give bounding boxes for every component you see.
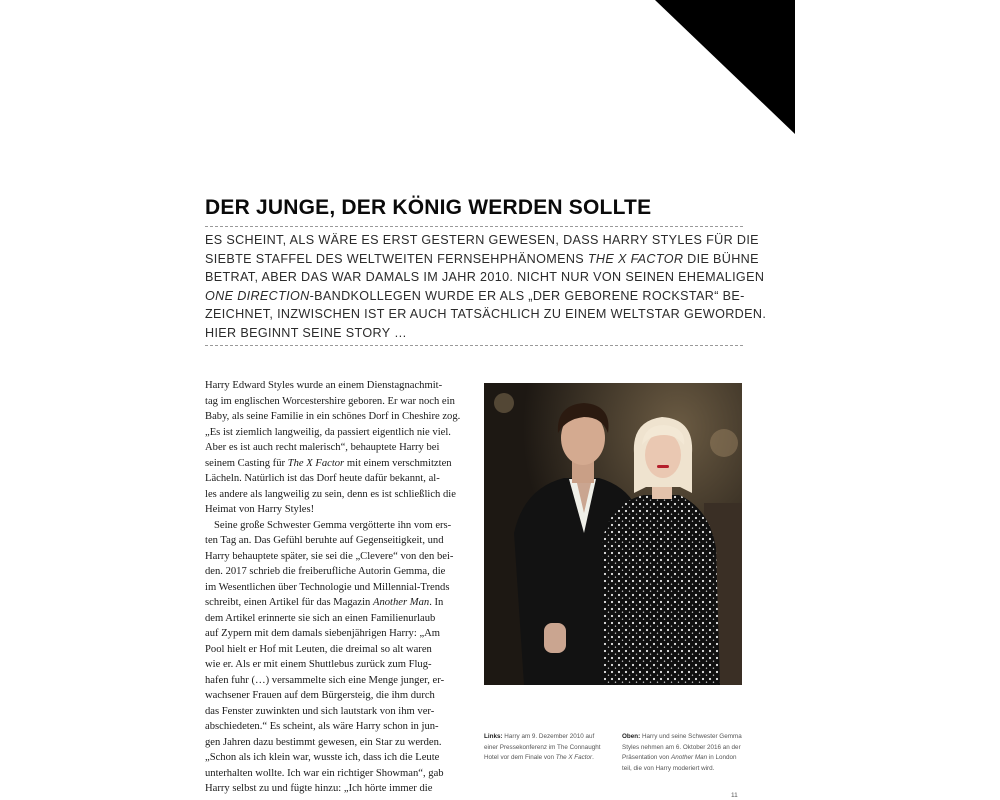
corner-triangle-decoration <box>655 0 795 134</box>
body-line: Seine große Schwester Gemma vergötterte ihn vom ers- <box>214 519 452 531</box>
body-line: unterhalten wollte. Ich war ein richtiger Showman“, gab <box>205 767 444 779</box>
article-body <box>205 378 463 797</box>
body-line: tag im englischen Worcestershire geboren. Er war noch ein <box>205 395 455 407</box>
body-line: Harry Edward Styles wurde an einem Dienstagnachmit- <box>205 380 443 391</box>
body-line: wachsener Frauen auf dem Bürgersteig, die ihm durch <box>205 690 435 701</box>
body-line: les andere als langweilig zu sein, denn es ist schließlich die <box>205 488 456 500</box>
headline-rule <box>205 226 743 227</box>
body-line: auf Zypern mit dem damals siebenjährigen Harry: „Am <box>205 628 441 639</box>
article-headline: DER JUNGE, DER KÖNIG WERDEN SOLLTE <box>205 196 652 219</box>
intro-line: ONE DIRECTION-BANDKOLLEGEN WURDE ER ALS „DER GEBORENE ROCKSTAR“ BE- <box>205 288 745 303</box>
page-number: 11 <box>731 792 738 799</box>
body-line: Lächeln. Natürlich ist das Dorf heute dafür bekannt, al- <box>205 473 440 484</box>
event-photo <box>484 383 742 685</box>
body-line: im Wesentlichen über Technologie und Millennial-Trends <box>205 581 450 593</box>
body-line: abschiedeten.“ Es scheint, als wäre Harry schon in jun- <box>205 721 439 732</box>
caption-line: einer Pressekonferenz im The Connaught <box>484 743 601 751</box>
caption-line: Styles nehmen am 6. Oktober 2016 an der <box>622 743 741 751</box>
photo-illustration <box>484 383 742 685</box>
caption-line: Hotel vor dem Finale von The X Factor. <box>484 754 594 762</box>
body-line: „Es ist ziemlich langweilig, da passiert eigentlich nie viel. <box>205 426 451 438</box>
intro-line: HIER BEGINNT SEINE STORY … <box>205 325 408 340</box>
caption-left <box>484 732 606 764</box>
caption-line: Links: Harry am 9. Dezember 2010 auf <box>484 733 595 740</box>
body-line: schreibt, einen Artikel für das Magazin Another Man. In <box>205 597 444 608</box>
body-line: den. 2017 schrieb die freiberufliche Autorin Gemma, die <box>205 566 446 577</box>
body-line: hafen fuhr (…) versammelte sich eine Menge junger, er- <box>205 674 445 686</box>
intro-line: ES SCHEINT, ALS WÄRE ES ERST GESTERN GEWESEN, DASS HARRY STYLES FÜR DIE <box>205 233 759 247</box>
article-intro <box>205 231 767 343</box>
body-line: Harry selbst zu und fügte hinzu: „Ich hörte immer die <box>205 783 433 794</box>
body-line: Baby, als seine Familie in ein schönes Dorf in Cheshire zog. <box>205 411 461 422</box>
body-line: seinem Casting für The X Factor mit einem verschmitzten <box>205 457 452 469</box>
body-line: wie er. Als er mit einem Shuttlebus zurück zum Flug- <box>205 659 432 670</box>
body-line: das Fenster zuwinkten und sich lautstark von ihm ver- <box>205 705 435 717</box>
caption-line: teil, die von Harry moderiert wird. <box>622 764 715 772</box>
body-line: Heimat von Harry Styles! <box>205 504 315 515</box>
body-line: gen Jahren dazu bestimmt gewesen, ein Star zu werden. <box>205 736 442 748</box>
caption-right <box>622 732 744 774</box>
caption-line: Präsentation von Another Man in London <box>622 754 737 762</box>
intro-line: SIEBTE STAFFEL DES WELTWEITEN FERNSEHPHÄNOMENS THE X FACTOR DIE BÜHNE <box>205 251 759 266</box>
body-line: Pool hielt er Hof mit Leuten, die dreimal so alt waren <box>205 643 432 655</box>
body-line: Aber es ist auch recht malerisch“, behauptete Harry bei <box>205 442 440 453</box>
body-line: dem Artikel erinnerte sie sich an einen Familienurlaub <box>205 612 436 624</box>
body-line: Harry behauptete später, sie sei die „Clevere“ von den bei- <box>205 550 454 562</box>
intro-rule <box>205 345 743 346</box>
corner-triangle-shape <box>655 0 795 134</box>
body-line: „Schon als ich klein war, wusste ich, dass ich die Leute <box>205 752 440 763</box>
body-line: ten Tag an. Das Gefühl beruhte auf Gegenseitigkeit, und <box>205 535 444 546</box>
caption-line: Oben: Harry und seine Schwester Gemma <box>622 733 742 740</box>
intro-line: ZEICHNET, INZWISCHEN IST ER AUCH TATSÄCHLICH ZU EINEM WELTSTAR GEWORDEN. <box>205 307 767 322</box>
intro-line: BETRAT, ABER DAS WAR DAMALS IM JAHR 2010. NICHT NUR VON SEINEN EHEMALIGEN <box>205 270 765 285</box>
